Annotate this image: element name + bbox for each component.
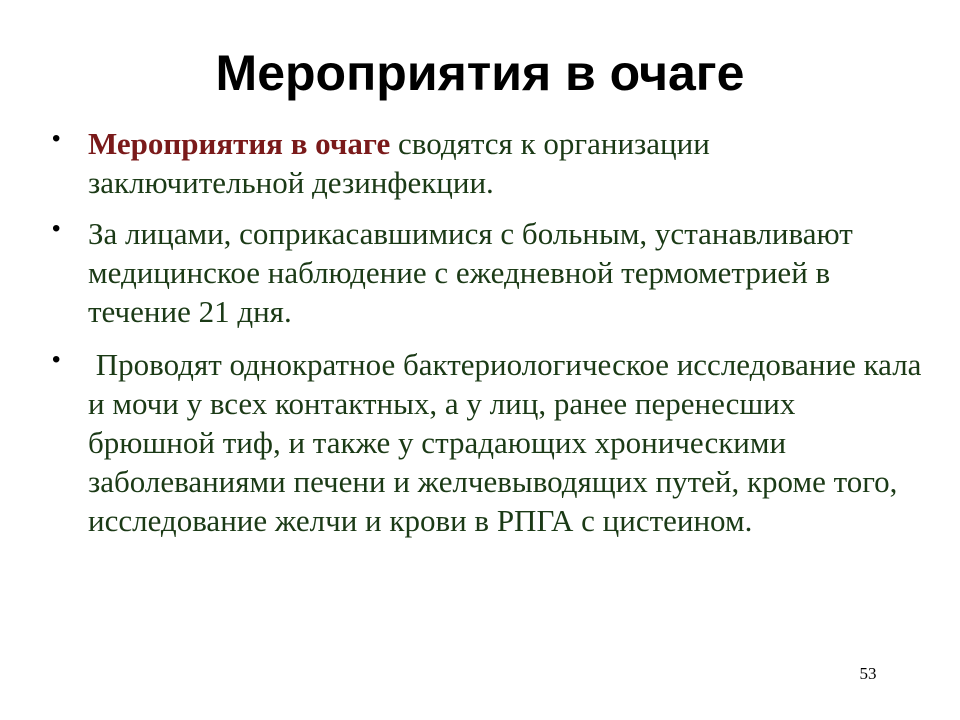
bullet-item [0,214,928,331]
bullet-text: сводятся к организации заключительной дезинфекции. [88,126,710,200]
bullet-dot-icon: • [52,215,61,242]
page-number: 53 [859,664,877,683]
slide-title: Мероприятия в очаге [215,45,745,101]
bullet-item [0,124,928,202]
bullet-text: Проводят однократное бактериологическое исследование кала и мочи у всех контактных, а у лиц, ранее перенесших брюшной тиф, и также у страдающих хроническими заболеваниями печени и желчевыводящих путей, кроме того, исследование желчи и крови в РПГА с цистеином. [88,347,930,538]
bullet-highlight: Мероприятия в очаге [88,126,391,161]
bullet-dot-icon: • [52,125,61,152]
bullet-dot-icon: • [52,346,61,373]
bullet-text: За лицами, соприкасавшимися с больным, устанавливают медицинское наблюдение с ежедневной термометрией в течение 21 дня. [88,216,853,329]
bullet-item [0,345,928,540]
bullet-list [0,124,960,554]
